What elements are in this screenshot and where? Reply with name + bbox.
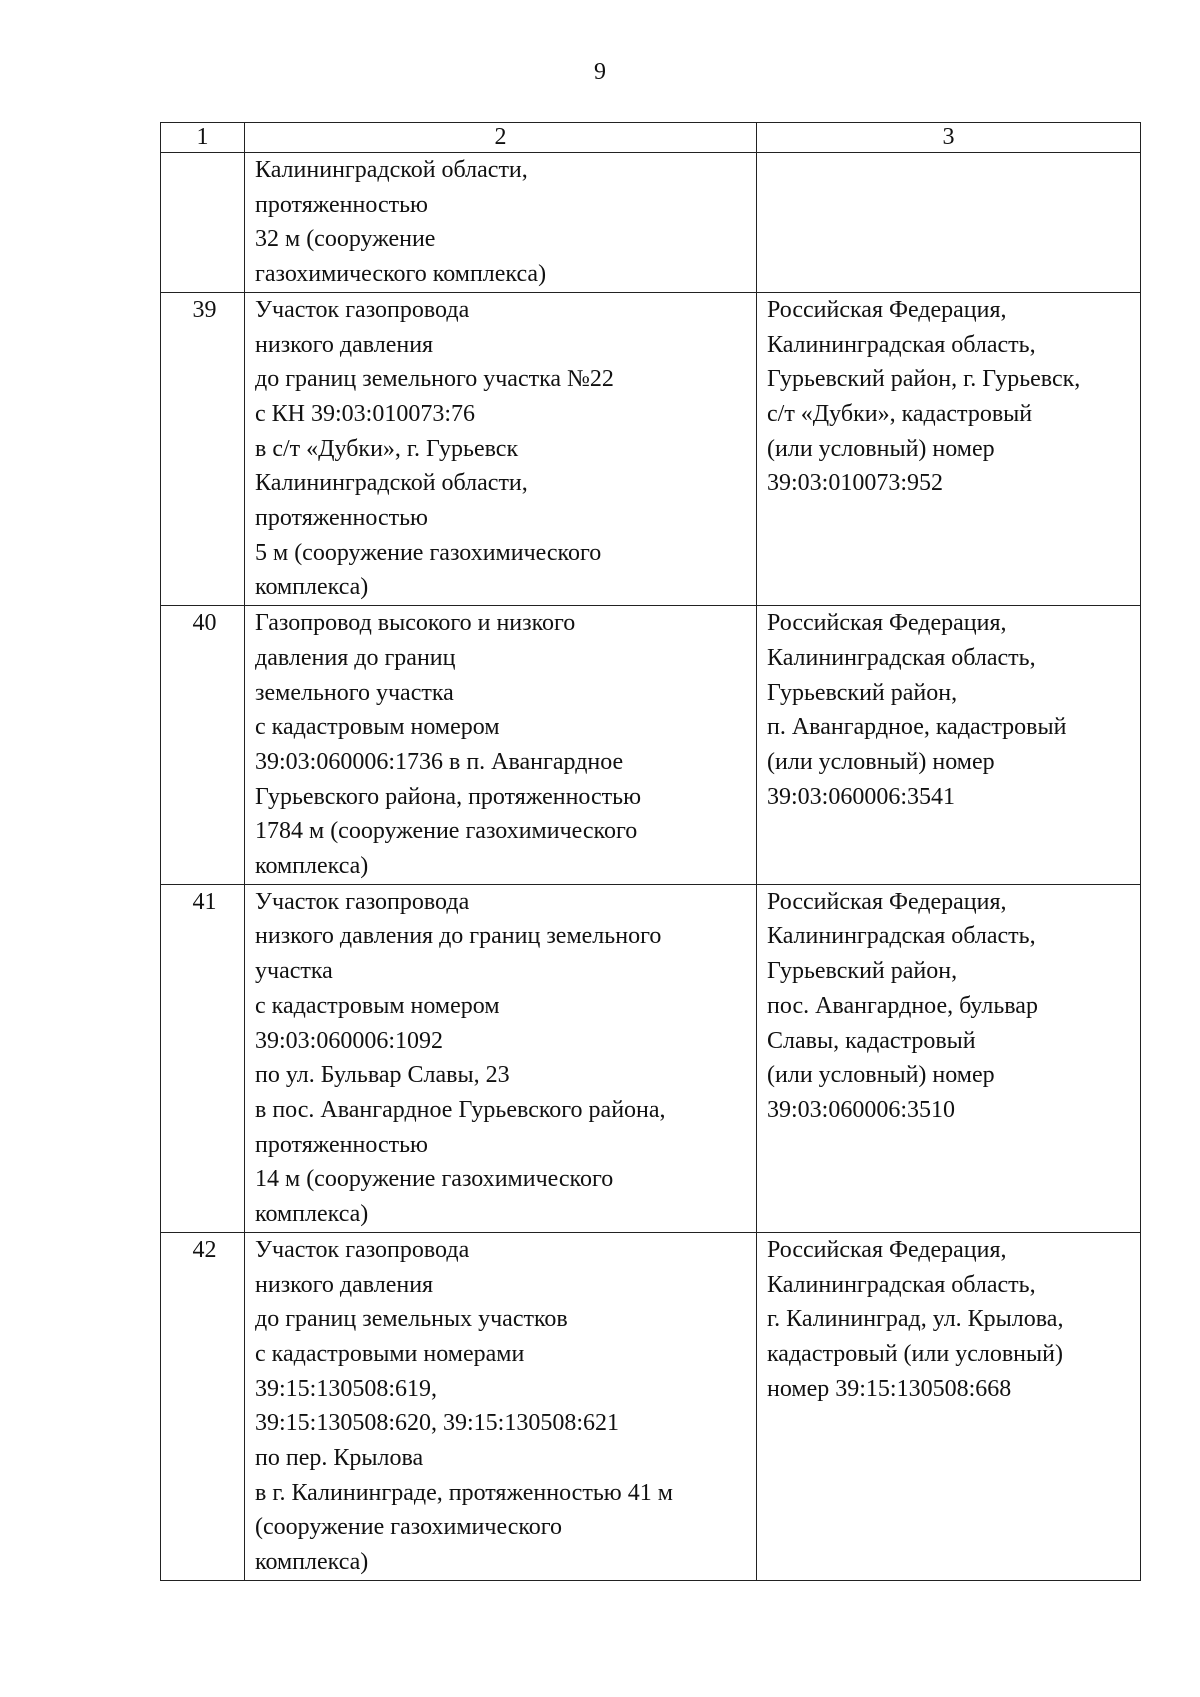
address-line: Гурьевский район, г. Гурьевск, [767,366,1081,393]
object-name-line: в г. Калининграде, протяженностью 41 м [255,1479,673,1506]
row-number-cell [161,153,245,293]
object-name-line: с кадастровым номером [255,992,500,1019]
address-line: 39:03:060006:3541 [767,783,956,810]
object-name-line: Калининградской области, [255,157,528,183]
address-line: 39:03:060006:3510 [767,1096,956,1123]
object-name-line: комплекса) [255,1549,369,1576]
object-name-line: по пер. Крылова [255,1445,424,1472]
address-cell [757,153,1141,293]
address-line: Калининградская область, [767,1271,1036,1298]
object-name-line: 39:03:060006:1092 [255,1027,444,1054]
table-row [161,606,1141,885]
object-name-line: 5 м (сооружение газохимического [255,539,602,566]
address-line: Российская Федерация, [767,610,1007,637]
address-line: п. Авангардное, кадастровый [767,714,1067,741]
address-line: г. Калининград, ул. Крылова, [767,1306,1064,1333]
object-name-line: до границ земельных участков [255,1306,568,1333]
object-name-line: комплекса) [255,853,369,880]
address-cell [757,1232,1141,1580]
object-name-line: газохимического комплекса) [255,261,547,288]
address-line: (или условный) номер [767,748,995,775]
address-cell [757,606,1141,885]
address-line: (или условный) номер [767,435,995,462]
address-cell [757,292,1141,605]
object-name-line: комплекса) [255,574,369,601]
object-name-line: по ул. Бульвар Славы, 23 [255,1062,510,1089]
object-name-line: с кадастровыми номерами [255,1340,525,1367]
object-name-line: 39:15:130508:619, [255,1375,438,1402]
address-line: Славы, кадастровый [767,1027,976,1054]
object-name-cell [245,292,757,605]
address-line: с/т «Дубки», кадастровый [767,400,1033,427]
object-name-line: до границ земельного участка №22 [255,366,614,393]
property-table [160,122,1141,1581]
column-header-3: 3 [757,123,1141,153]
object-name-line: комплекса) [255,1201,369,1228]
object-name-line: Участок газопровода [255,1236,470,1263]
object-name-line: с КН 39:03:010073:76 [255,400,475,427]
object-name-line: земельного участка [255,679,454,706]
object-name-line: давления до границ [255,644,456,671]
object-name-line: Участок газопровода [255,888,470,915]
object-name-line: в пос. Авангардное Гурьевского района, [255,1096,666,1123]
object-name-line: 14 м (сооружение газохимического [255,1166,614,1193]
table-row [161,292,1141,605]
object-name-line: 32 м (сооружение [255,226,436,253]
address-line: Калининградская область, [767,331,1036,358]
address-line: Гурьевский район, [767,958,958,985]
object-name-line: участка [255,958,333,985]
table-header-row [161,123,1141,153]
address-line: Российская Федерация, [767,296,1007,323]
column-header-2: 2 [245,123,757,153]
object-name-line: Участок газопровода [255,296,470,323]
object-name-line: протяженностью [255,1131,428,1158]
table-row [161,153,1141,293]
row-number-cell: 39 [161,292,245,605]
column-header-1: 1 [161,123,245,153]
object-name-cell [245,884,757,1232]
address-line: Калининградская область, [767,644,1036,671]
address-line: Российская Федерация, [767,888,1007,915]
address-line: 39:03:010073:952 [767,470,944,497]
object-name-line: протяженностью [255,505,428,532]
table-row [161,1232,1141,1580]
object-name-line: (сооружение газохимического [255,1514,563,1541]
object-name-cell [245,1232,757,1580]
object-name-line: низкого давления до границ земельного [255,923,662,950]
object-name-line: Газопровод высокого и низкого [255,610,576,637]
address-line: Российская Федерация, [767,1236,1007,1263]
table-row [161,884,1141,1232]
address-line: номер 39:15:130508:668 [767,1375,1012,1402]
object-name-line: в с/т «Дубки», г. Гурьевск [255,435,519,462]
page-number: 9 [594,59,606,85]
address-line: пос. Авангардное, бульвар [767,992,1038,1019]
object-name-line: протяженностью [255,191,428,218]
table-body [161,153,1141,1581]
object-name-line: Калининградской области, [255,470,528,497]
object-name-line: 39:15:130508:620, 39:15:130508:621 [255,1410,620,1437]
row-number-cell: 42 [161,1232,245,1580]
address-line: (или условный) номер [767,1062,995,1089]
row-number-cell: 40 [161,606,245,885]
object-name-line: низкого давления [255,331,434,358]
object-name-line: 1784 м (сооружение газохимического [255,818,638,845]
address-line: Гурьевский район, [767,679,958,706]
row-number-cell: 41 [161,884,245,1232]
object-name-cell [245,606,757,885]
object-name-line: Гурьевского района, протяженностью [255,783,642,810]
address-line: кадастровый (или условный) [767,1340,1063,1367]
object-name-line: с кадастровым номером [255,714,500,741]
object-name-cell [245,153,757,293]
object-name-line: низкого давления [255,1271,434,1298]
object-name-line: 39:03:060006:1736 в п. Авангардное [255,748,624,775]
address-cell [757,884,1141,1232]
address-line: Калининградская область, [767,923,1036,950]
